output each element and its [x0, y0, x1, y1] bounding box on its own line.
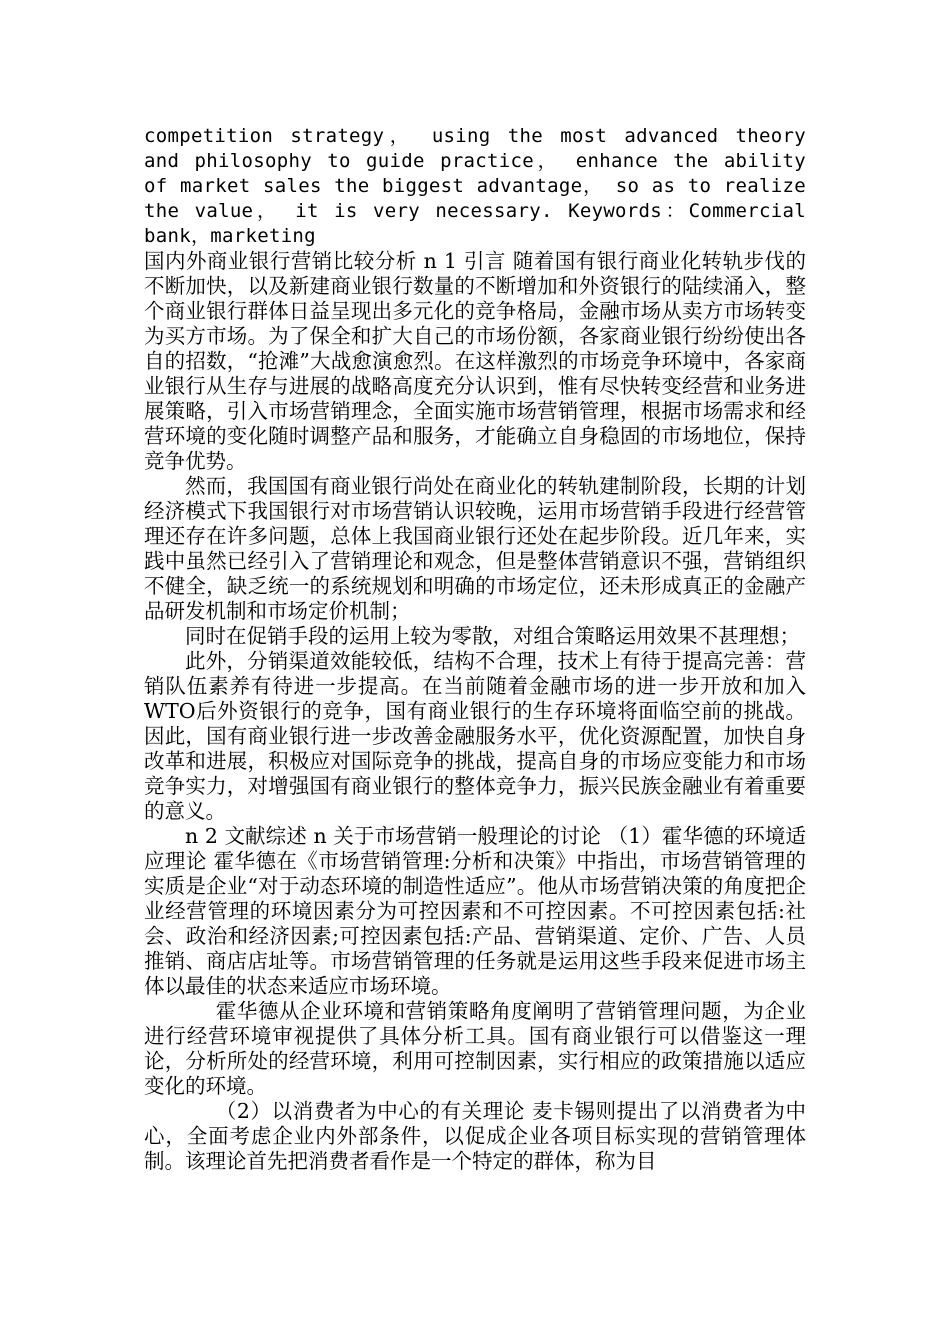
paragraph-however: 然而，我国国有商业银行尚处在商业化的转轨建制阶段，长期的计划经济模式下我国银行对市场营销认识较晚，运用市场营销手段进行经营管理还存在许多问题，总体上我国商业银行还处在起步阶段。近几年来，实践中虽然已经引入了营销理论和观念，但是整体营销意识不强，营销组织不健全，缺乏统一的系统规划和明确的市场定位，还未形成真正的金融产品研发机制和市场定价机制； — [144, 474, 806, 623]
paragraph-literature-review: n 2 文献综述 n 关于市场营销一般理论的讨论 （1）霍华德的环境适应理论 霍华德在《市场营销管理:分析和决策》中指出，市场营销管理的实质是企业“对于动态环境的制造性适应”。他从市场营销决策的角度把企业经营管理的环境因素分为可控因素和不可控因素。不可控因素包括:社会、政治和经济因素;可控因素包括:产品、营销渠道、定价、广告、人员推销、商店店址等。市场营销管理的任务就是运用这些手段来促进市场主体以最佳的状态来适应市场环境。 — [144, 824, 806, 998]
paragraph-distribution: 此外，分销渠道效能较低，结构不合理，技术上有待于提高完善：营销队伍素养有待进一步提高。在当前随着金融市场的进一步开放和加入WTO后外资银行的竞争，国有商业银行的生存环境将面临空前的挑战。因此，国有商业银行进一步改善金融服务水平，优化资源配置，加快自身改革和进展，积极应对国际竞争的挑战，提高自身的市场应变能力和市场竞争实力，对增强国有商业银行的整体竞争力，振兴民族金融业有着重要的意义。 — [144, 649, 806, 823]
introduction-paragraph: 国内外商业银行营销比较分析 n 1 引言 随着国有银行商业化转轨步伐的不断加快，以及新建商业银行数量的不断增加和外资银行的陆续涌入，整个商业银行群体日益呈现出多元化的竞争格局，金融市场从卖方市场转变为买方市场。为了保全和扩大自己的市场份额，各家商业银行纷纷使出各自的招数，“抢滩”大战愈演愈烈。在这样激烈的市场竞争环境中，各家商业银行从生存与进展的战略高度充分认识到，惟有尽快转变经营和业务进展策略，引入市场营销理念，全面实施市场营销管理，根据市场需求和经营环境的变化随时调整产品和服务，才能确立自身稳固的市场地位，保持竞争优势。 — [144, 249, 806, 473]
paragraph-consumer-centered: （2）以消费者为中心的有关理论 麦卡锡则提出了以消费者为中心，全面考虑企业内外部条件，以促成企业各项目标实现的营销管理体制。该理论首先把消费者看作是一个特定的群体，称为目 — [144, 1099, 806, 1173]
paragraph-promotion: 同时在促销手段的运用上较为零散，对组合策略运用效果不甚理想； — [185, 624, 800, 648]
abstract-english-tail: competition strategy， using the most advanced theory and philosophy to guide practice， enhance the ability of market sales the biggest advantage， so as to realize the value， it is very necessary. Keywords：Commercial bank，marketing — [144, 125, 806, 247]
document-body — [144, 124, 806, 1174]
paragraph-howard-theory: 霍华德从企业环境和营销策略角度阐明了营销管理问题，为企业进行经营环境审视提供了具体分析工具。国有商业银行可以借鉴这一理论，分析所处的经营环境，利用可控制因素，实行相应的政策措施以适应变化的环境。 — [144, 999, 806, 1098]
